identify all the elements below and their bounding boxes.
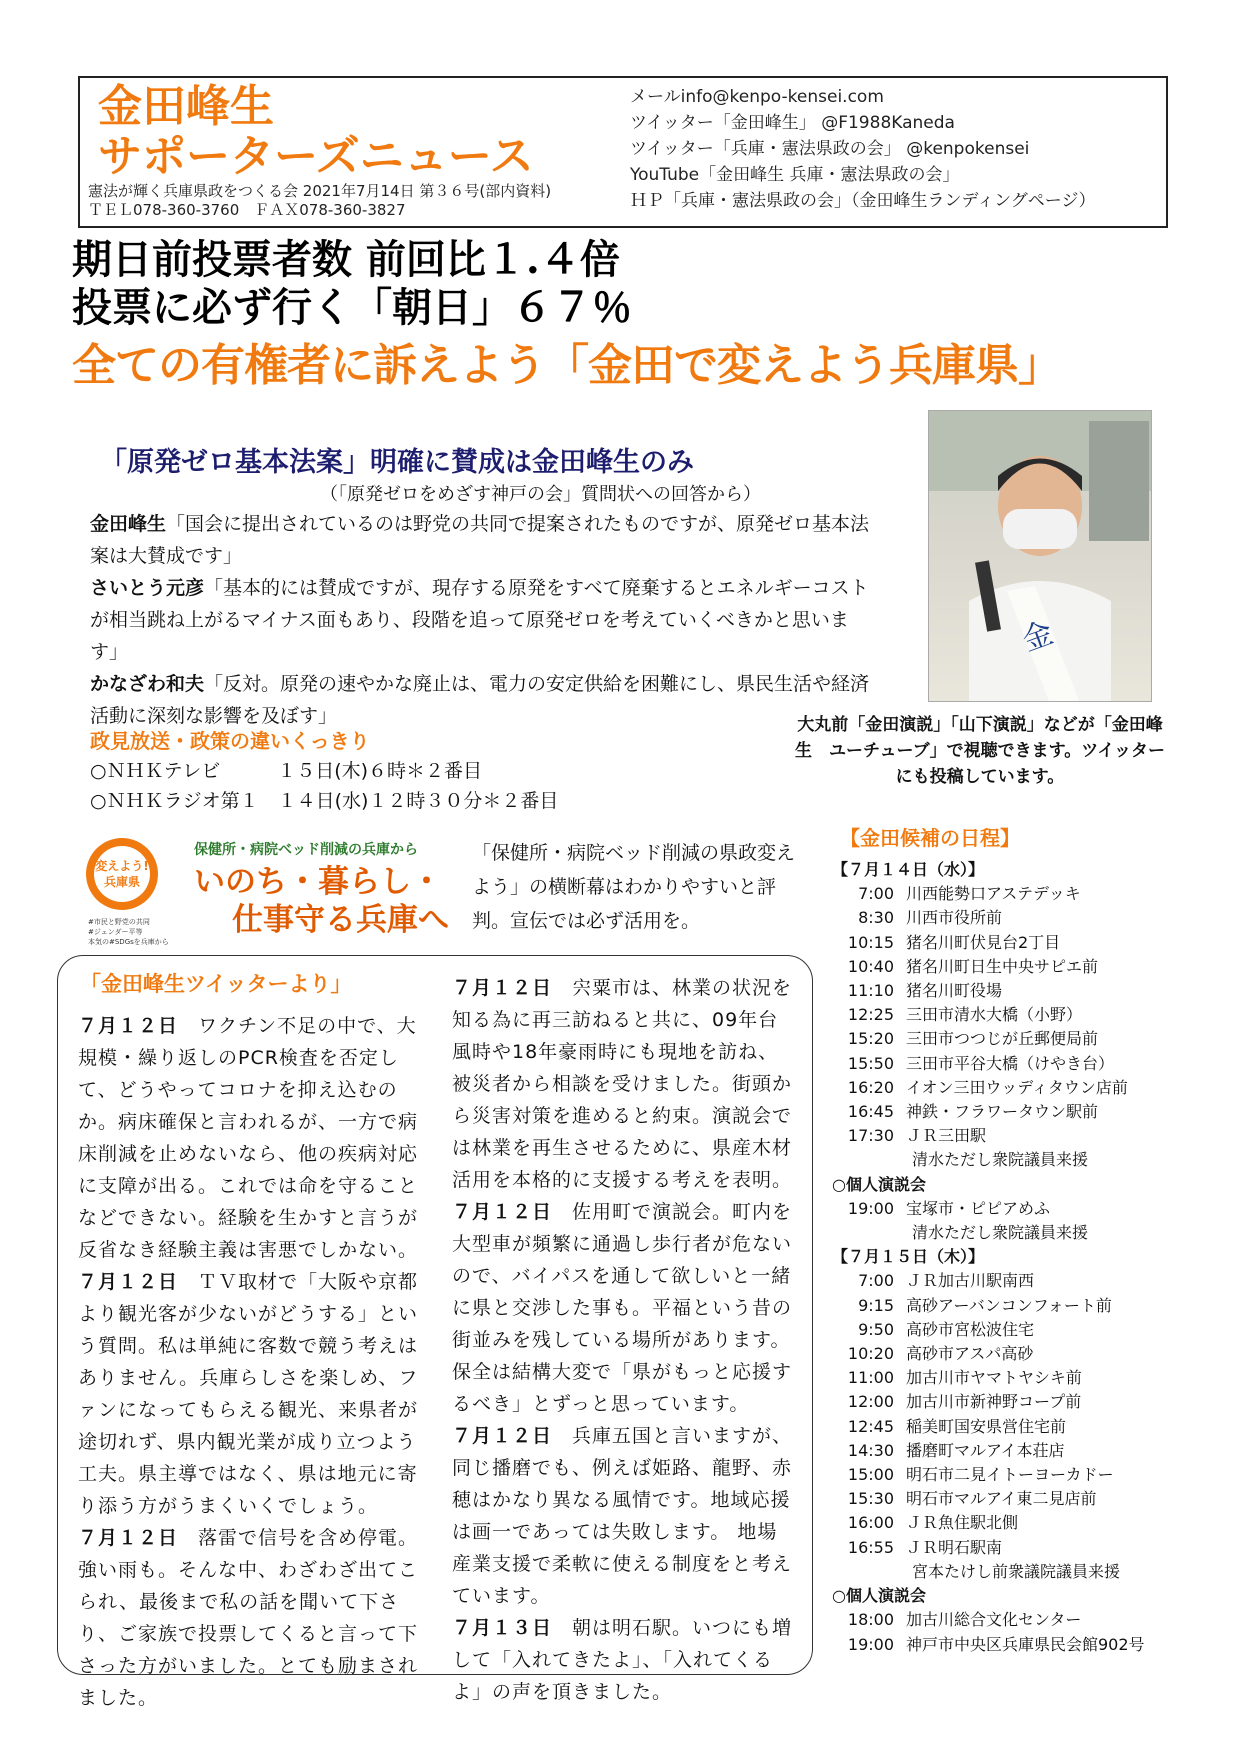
contact-twitter-kaneda[interactable]: ツイッター「金田峰生」 @F1988Kaneda [630,113,955,133]
tweet-item [78,1010,423,1266]
banner-tag1: #市民と野党の共同 [88,918,150,926]
schedule-row [832,979,1172,1003]
tweet-text: 朝は明石駅。いつにも増して「入れてきたよ」、「入れてくるよ」の声を頂きました。 [452,1617,793,1703]
tweet-text: 落雷で信号を含め停電。強い雨も。そんな中、わざわざ出てこられ、最後まで私の話を聞いて下さり、ご家族で投票してくると言って下さった方がいました。とても励まされました。 [78,1527,419,1709]
schedule-place: 加古川市ヤマトヤシキ前 [906,1368,1082,1388]
schedule-time: 7:00 [858,1271,894,1291]
schedule-row [832,1173,1172,1197]
schedule-row [832,1342,1172,1366]
schedule-time: 19:00 [847,1198,894,1218]
schedule-row [832,931,1172,955]
candidate-photo-illustration [929,411,1151,701]
schedule-place: イオン三田ウッディタウン店前 [906,1077,1128,1097]
schedule-heading: ○個人演説会 [832,1586,926,1606]
schedule-row [832,955,1172,979]
schedule-row [832,1294,1172,1318]
schedule-time: 15:00 [847,1465,894,1485]
schedule-place: 三田市平谷大橋（けやき台） [906,1053,1115,1073]
tweet-date: ７月１２日 [452,1425,553,1447]
schedule-time: 15:50 [847,1053,894,1073]
headline-line1: 期日前投票者数 前回比１.４倍 [72,236,620,283]
schedule-time: 9:15 [858,1295,894,1315]
schedule-list [832,858,1172,1657]
schedule-place: 神鉄・フラワータウン駅前 [906,1102,1099,1122]
tweet-text: 宍粟市は、林業の状況を知る為に再三訪ねると共に、09年台風時や18年豪雨時にも現地を訪ね、被災者から相談を受けました。街頭から災害対策を進めると約束。演説会では林業を再生させるために、県産木材活用を本格的に支援する考えを表明。 [452,977,793,1191]
schedule-place: ＪＲ明石駅南 [906,1537,1003,1557]
schedule-row [832,882,1172,906]
schedule-row [832,1221,1172,1245]
logo-bottom: 兵庫県 [103,875,141,889]
nuclear-subtitle: （「原発ゼロをめざす神戸の会」質問状への回答から） [320,484,761,505]
schedule-place: 川西市役所前 [906,908,1003,928]
answer-name: さいとう元彦 [90,577,205,599]
banner-tagline: 保健所・病院ベッド削減の兵庫から [194,842,418,858]
schedule-place: ＪＲ加古川駅南西 [906,1271,1035,1291]
answer-name: 金田峰生 [90,513,167,535]
broadcast-title: 政見放送・政策の違いくっきり [90,729,370,753]
schedule-place: 川西能勢口アステデッキ [906,884,1081,904]
brand-title [98,82,534,182]
twitter-left-column [78,1010,423,1714]
contact-twitter-kensei[interactable]: ツイッター「兵庫・憲法県政の会」 @kenpokensei [630,139,1030,159]
schedule-place: 三田市つつじが丘郵便局前 [906,1029,1099,1049]
broadcast-radio: ○ＮＨＫラジオ第１ １４日(水)１２時３０分＊２番目 [90,790,559,812]
schedule-place: 高砂市宮松波住宅 [906,1319,1035,1339]
schedule-place: 三田市清水大橋（小野） [906,1005,1083,1025]
tweet-text: 佐用町で演説会。町内を大型車が頻繁に通過し歩行者が危ないので、バイパスを通して欲しいと一緒に県と交渉した事も。平福という昔の街並みを残している場所があります。保全は結構大変で「県がもっと応援するべき」とずっと思っています。 [452,1201,793,1415]
tweet-text: ワクチン不足の中で、大規模・繰り返しのPCR検査を否定して、どうやってコロナを抑え込むのか。病床確保と言われるが、一方で病床削減を止めないなら、他の疾病対応に支障が出る。これでは命を守ることなどできない。経験を生かすと言うが反省なき経験主義は害悪でしかない。 [78,1015,419,1261]
issue-info: 憲法が輝く兵庫県政をつくる会 2021年7月14日 第３６号(部内資料) [88,182,552,200]
schedule-place: ＪＲ魚住駅北側 [906,1513,1019,1533]
logo-top: 変えよう! [95,859,149,873]
schedule-row [832,1076,1172,1100]
schedule-heading: 【７月１５日（木）】 [832,1247,985,1267]
tweet-date: ７月１２日 [78,1527,179,1549]
schedule-time: 11:10 [847,981,894,1001]
contact-list [630,84,1095,214]
schedule-time: 15:20 [847,1029,894,1049]
schedule-row [832,1584,1172,1608]
schedule-row [832,1269,1172,1293]
schedule-row [832,1124,1172,1148]
schedule-row [832,1390,1172,1414]
schedule-time: 10:15 [847,932,894,952]
schedule-row [832,906,1172,930]
banner-main2: 仕事守る兵庫へ [232,902,449,938]
schedule-row [832,1487,1172,1511]
schedule-row [832,1003,1172,1027]
schedule-row [832,1366,1172,1390]
schedule-note: 清水ただし衆院議員来援 [912,1223,1089,1243]
candidate-photo [928,410,1152,702]
schedule-time: 10:40 [847,956,894,976]
schedule-place: 明石市マルアイ東二見店前 [906,1489,1097,1509]
schedule-time: 16:45 [847,1102,894,1122]
twitter-right-column [452,972,797,1708]
tweet-item [452,1612,797,1708]
schedule-place: 稲美町国安県営住宅前 [906,1416,1067,1436]
tweet-date: ７月１３日 [452,1617,553,1639]
schedule-time: 14:30 [847,1440,894,1460]
tweet-date: ７月１２日 [452,1201,553,1223]
schedule-time: 10:20 [847,1344,894,1364]
schedule-time: 12:00 [847,1392,894,1412]
schedule-place: 高砂アーバンコンフォート前 [906,1295,1112,1315]
schedule-place: 宝塚市・ピピアめふ [906,1198,1051,1218]
schedule-row [832,1633,1172,1657]
tweet-item [78,1522,423,1714]
schedule-time: 19:00 [847,1634,894,1654]
schedule-place: 神戸市中央区兵庫県民会館902号 [906,1634,1145,1654]
tweet-item [452,1420,797,1612]
headline-line2: 投票に必ず行く「朝日」６７％ [72,284,632,331]
schedule-time: 16:55 [847,1537,894,1557]
contact-youtube[interactable]: YouTube「金田峰生 兵庫・憲法県政の会」 [630,165,960,185]
banner-image [82,830,452,950]
headline-line3: 全ての有権者に訴えよう「金田で変えよう兵庫県」 [72,340,1061,391]
banner-tag3: 本気の#SDGsを兵庫から [88,938,169,946]
brand-subinfo [88,182,551,220]
answer-text: 「反対。原発の速やかな廃止は、電力の安定供給を困難にし、県民生活や経済活動に深刻な影響を及ぼす」 [90,673,870,727]
tweet-date: ７月１２日 [78,1015,179,1037]
schedule-note: 清水ただし衆院議員来援 [912,1150,1089,1170]
schedule-place: 高砂市アスパ高砂 [906,1344,1034,1364]
answer-name: かなざわ和夫 [90,673,205,695]
schedule-row [832,858,1172,882]
schedule-row [832,1560,1172,1584]
answer-item [90,572,870,668]
schedule-row [832,1439,1172,1463]
tweet-date: ７月１２日 [78,1271,179,1293]
tweet-item [452,972,797,1196]
schedule-time: 18:00 [847,1610,894,1630]
schedule-time: 11:00 [847,1368,894,1388]
schedule-time: 12:25 [847,1005,894,1025]
schedule-row [832,1245,1172,1269]
contact-email[interactable]: メールinfo@kenpo-kensei.com [630,87,884,107]
broadcast-tv: ○ＮＨＫテレビ １５日(木)６時＊２番目 [90,760,483,782]
schedule-place: 猪名川町役場 [906,981,1003,1001]
schedule-row [832,1415,1172,1439]
answer-item [90,508,870,572]
nuclear-title: 「原発ゼロ基本法案」明確に賛成は金田峰生のみ [100,447,694,478]
schedule-row [832,1148,1172,1172]
tweet-item [452,1196,797,1420]
schedule-place: 加古川総合文化センター [906,1610,1082,1630]
tweet-item [78,1266,423,1522]
schedule-time: 15:30 [847,1489,894,1509]
schedule-heading: ○個人演説会 [832,1174,926,1194]
schedule-row [832,1511,1172,1535]
brand-line1: 金田峰生 [98,81,274,132]
svg-text:金: 金 [1017,615,1058,659]
schedule-row [832,1318,1172,1342]
twitter-title: 「金田峰生ツイッターより」 [80,972,352,996]
schedule-heading: 【７月１４日（水）】 [832,860,985,879]
answer-text: 「国会に提出されているのは野党の共同で提案されたものですが、原発ゼロ基本法案は大賛成です」 [90,513,870,567]
schedule-place: 猪名川町日生中央サピエ前 [906,956,1099,976]
banner-main1: いのち・暮らし・ [194,864,442,900]
nuclear-answers [90,508,870,732]
schedule-time: 16:00 [847,1513,894,1533]
answer-item [90,668,870,732]
schedule-place: 加古川市新神野コープ前 [906,1392,1082,1412]
schedule-time: 17:30 [847,1126,894,1146]
schedule-row [832,1463,1172,1487]
schedule-place: 明石市二見イトーヨーカドー [906,1465,1114,1485]
tweet-text: 兵庫五国と言いますが、同じ播磨でも、例えば姫路、龍野、赤穂はかなり異なる風情です。地域応援は画一であっては失敗します。 地場産業支援で柔軟に使える制度をと考えています。 [452,1425,793,1607]
schedule-row [832,1608,1172,1632]
tweet-date: ７月１２日 [452,977,553,999]
banner-tag2: #ジェンダー平等 [88,928,143,936]
contact-homepage[interactable]: ＨＰ「兵庫・憲法県政の会」（金田峰生ランディングページ） [630,191,1096,211]
schedule-time: 7:00 [858,884,894,904]
tel-fax: ＴＥＬ078-360-3760 ＦＡＸ078-360-3827 [88,201,406,219]
schedule-row [832,1027,1172,1051]
schedule-time: 9:50 [858,1319,894,1339]
schedule-title: 【金田候補の日程】 [840,826,1020,850]
schedule-note: 宮本たけし前衆議院議員来援 [912,1561,1121,1581]
schedule-row [832,1052,1172,1076]
banner-graphic [82,830,452,950]
schedule-place: 猪名川町伏見台2丁目 [906,932,1061,952]
schedule-row [832,1100,1172,1124]
schedule-place: 播磨町マルアイ本荘店 [906,1440,1065,1460]
tweet-text: ＴＶ取材で「大阪や京都より観光客が少ないがどうする」という質問。私は単純に客数で競う考えはありません。兵庫らしさを楽しめ、ファンになってもらえる観光、来県者が途切れず、県内観光業が成り立つよう工夫。県主導ではなく、県は地元に寄り添う方がうまくいくでしょう。 [78,1271,419,1517]
brand-line2: サポーターズニュース [98,131,534,182]
banner-note: 「保健所・病院ベッド削減の県政変えよう」の横断幕はわかりやすいと評判。宣伝では必ず活用を。 [472,842,796,932]
schedule-time: 8:30 [858,908,894,928]
schedule-time: 16:20 [847,1077,894,1097]
answer-text: 「基本的には賛成ですが、現存する原発をすべて廃棄するとエネルギーコストが相当跳ね上がるマイナス面もあり、段階を追って原発ゼロを考えていくべきかと思います」 [90,577,869,663]
schedule-place: ＪＲ三田駅 [906,1126,987,1146]
schedule-row [832,1197,1172,1221]
photo-caption: 大丸前「金田演説」「山下演説」などが「金田峰生 ユーチューブ」で視聴できます。ツイッターにも投稿しています。 [794,715,1166,787]
schedule-time: 12:45 [847,1416,894,1436]
schedule-row [832,1536,1172,1560]
